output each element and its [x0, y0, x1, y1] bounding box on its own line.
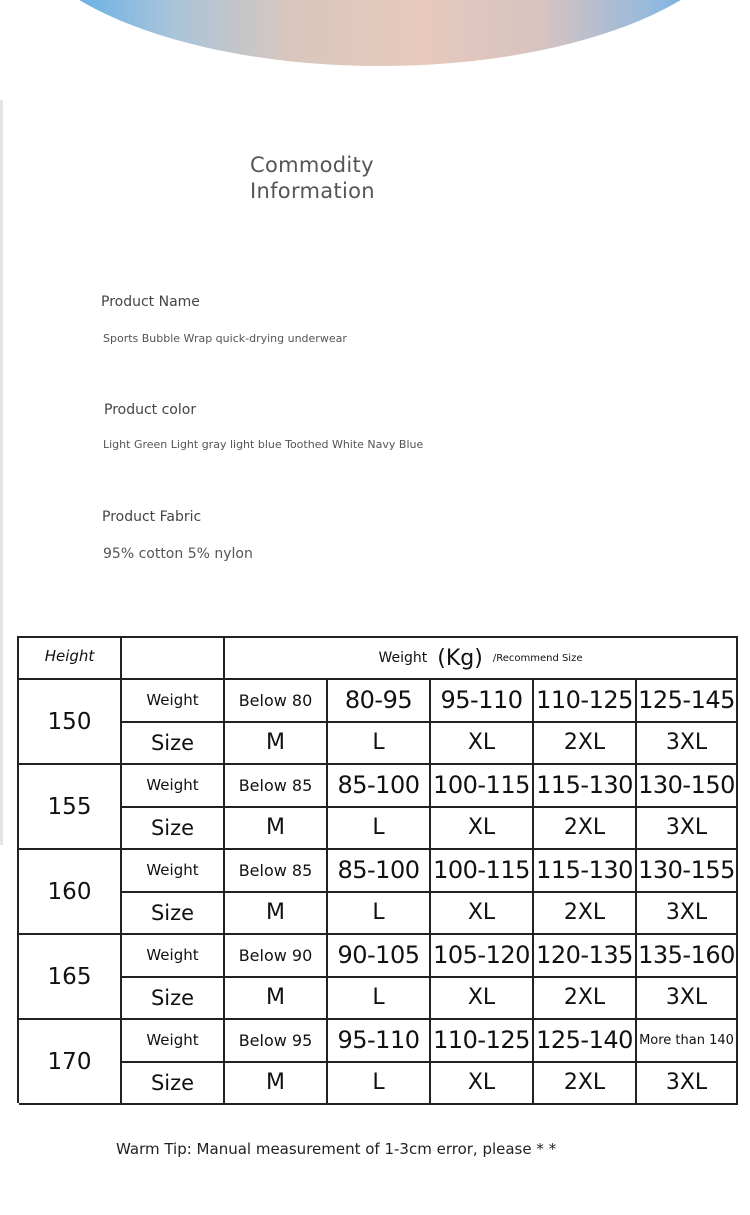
- weight-row-label: Weight: [122, 935, 225, 978]
- size-value-cell: M: [225, 808, 328, 851]
- height-value: 160: [19, 850, 122, 935]
- size-value-cell: 3XL: [637, 723, 738, 766]
- size-value-cell: L: [328, 893, 431, 936]
- weight-header-label: Weight: [378, 650, 428, 666]
- size-value-cell: 3XL: [637, 1063, 738, 1106]
- size-value-cell: 3XL: [637, 808, 738, 851]
- weight-range-cell: Below 85: [225, 850, 328, 893]
- size-value-cell: 2XL: [534, 723, 637, 766]
- height-value: 165: [19, 935, 122, 1020]
- size-value-cell: M: [225, 1063, 328, 1106]
- size-value-cell: 2XL: [534, 1063, 637, 1106]
- size-value-cell: XL: [431, 893, 534, 936]
- weight-row-label: Weight: [122, 1020, 225, 1063]
- weight-row-label: Weight: [122, 765, 225, 808]
- header-blank-cell: [122, 638, 225, 680]
- weight-range-cell: Below 90: [225, 935, 328, 978]
- size-value-cell: L: [328, 723, 431, 766]
- weight-range-cell: 125-145: [637, 680, 738, 723]
- weight-range-cell: Below 95: [225, 1020, 328, 1063]
- height-value: 155: [19, 765, 122, 850]
- weight-range-cell: 130-155: [637, 850, 738, 893]
- size-value-cell: XL: [431, 978, 534, 1021]
- size-row-label: Size: [122, 808, 225, 851]
- weight-range-cell: Below 85: [225, 765, 328, 808]
- weight-range-cell: 95-110: [328, 1020, 431, 1063]
- weight-range-cell: Below 80: [225, 680, 328, 723]
- size-value-cell: 2XL: [534, 893, 637, 936]
- weight-range-cell: 115-130: [534, 765, 637, 808]
- weight-range-cell: 115-130: [534, 850, 637, 893]
- height-value: 170: [19, 1020, 122, 1105]
- product-name-value: Sports Bubble Wrap quick-drying underwear: [103, 332, 347, 345]
- size-table: [17, 636, 738, 1103]
- size-row-label: Size: [122, 893, 225, 936]
- product-color-label: Product color: [104, 402, 197, 418]
- product-fabric-value: 95% cotton 5% nylon: [103, 546, 253, 562]
- weight-range-cell: 125-140: [534, 1020, 637, 1063]
- product-name-label: Product Name: [101, 294, 200, 310]
- weight-range-cell: 90-105: [328, 935, 431, 978]
- section-title-line1: Commodity: [250, 153, 374, 177]
- product-color-value: Light Green Light gray light blue Toothed White Navy Blue: [103, 438, 424, 451]
- left-divider: [0, 100, 3, 845]
- weight-range-cell: 120-135: [534, 935, 637, 978]
- recommend-size-label: /Recommend Size: [492, 652, 583, 664]
- weight-row-label: Weight: [122, 850, 225, 893]
- size-value-cell: 3XL: [637, 893, 738, 936]
- section-title-line2: Information: [250, 179, 375, 203]
- weight-range-cell: 85-100: [328, 765, 431, 808]
- height-value: 150: [19, 680, 122, 765]
- weight-range-cell: 135-160: [637, 935, 738, 978]
- weight-range-cell: 105-120: [431, 935, 534, 978]
- height-header: Height: [19, 638, 122, 680]
- weight-range-cell: 80-95: [328, 680, 431, 723]
- size-value-cell: L: [328, 978, 431, 1021]
- size-value-cell: XL: [431, 723, 534, 766]
- weight-row-label: Weight: [122, 680, 225, 723]
- weight-header: [225, 638, 738, 680]
- weight-range-cell: More than 140: [637, 1020, 738, 1063]
- weight-range-cell: 100-115: [431, 850, 534, 893]
- section-title: [250, 152, 450, 204]
- size-value-cell: XL: [431, 808, 534, 851]
- warm-tip: Warm Tip: Manual measurement of 1-3cm error, please * *: [116, 1140, 557, 1158]
- weight-range-cell: 85-100: [328, 850, 431, 893]
- product-photo-image: [10, 0, 750, 66]
- weight-range-cell: 110-125: [431, 1020, 534, 1063]
- size-value-cell: XL: [431, 1063, 534, 1106]
- size-value-cell: 3XL: [637, 978, 738, 1021]
- size-value-cell: M: [225, 978, 328, 1021]
- product-photo: [0, 0, 750, 100]
- weight-range-cell: 95-110: [431, 680, 534, 723]
- size-value-cell: L: [328, 808, 431, 851]
- weight-range-cell: 130-150: [637, 765, 738, 808]
- size-row-label: Size: [122, 1063, 225, 1106]
- size-value-cell: M: [225, 893, 328, 936]
- size-row-label: Size: [122, 723, 225, 766]
- size-value-cell: 2XL: [534, 808, 637, 851]
- size-row-label: Size: [122, 978, 225, 1021]
- size-value-cell: 2XL: [534, 978, 637, 1021]
- product-fabric-label: Product Fabric: [102, 509, 202, 525]
- weight-range-cell: 100-115: [431, 765, 534, 808]
- kg-unit: (Kg): [437, 645, 483, 671]
- size-value-cell: M: [225, 723, 328, 766]
- weight-range-cell: 110-125: [534, 680, 637, 723]
- size-value-cell: L: [328, 1063, 431, 1106]
